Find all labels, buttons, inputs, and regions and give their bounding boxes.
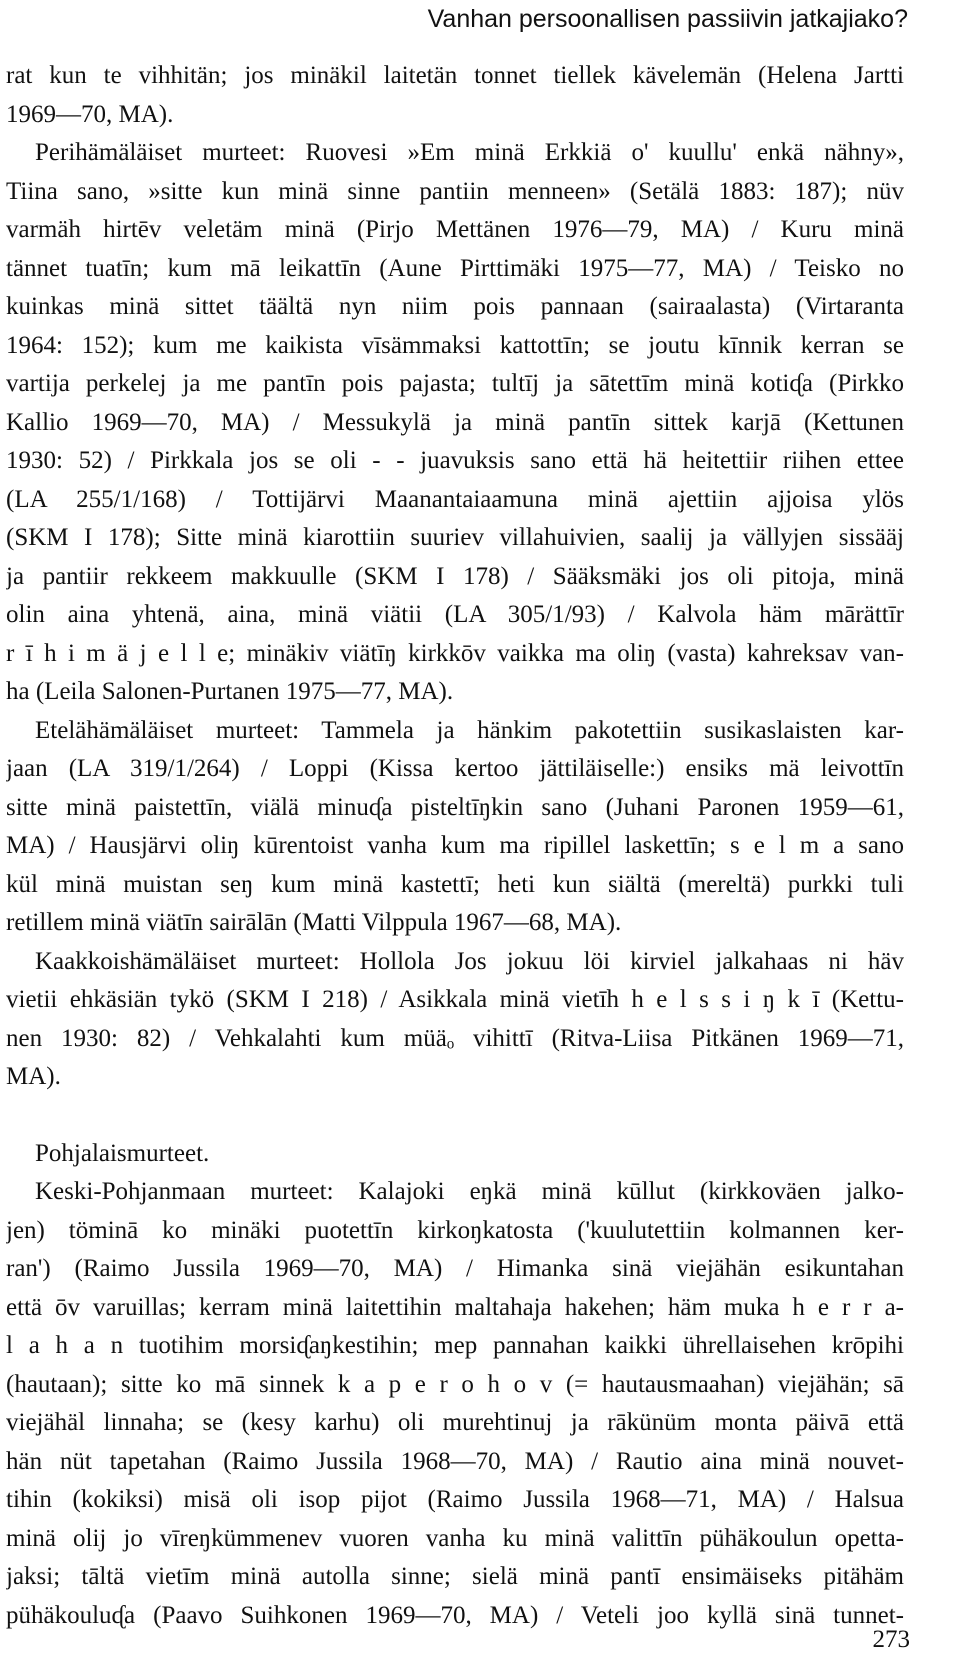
text-line: tihin (kokiksi) misä oli isop pijot (Raimo Jussila 1968—71, MA) / Halsua — [6, 1486, 904, 1513]
body-text — [6, 57, 904, 1635]
text-line: Tiina sano, »sitte kun minä sinne pantiin menneen» (Setälä 1883: 187); nüv — [6, 177, 904, 205]
text-line: jaksi; tāltä vietīm minä autolla sinne; sielä minä pantī ensimäiseks pitähäm — [6, 1563, 904, 1590]
text-line: sitte minä paistettīn, viälä minuᶑa pisteltīŋkin sano (Juhani Paronen 1959—61, — [6, 793, 904, 821]
text-line: Pohjalaismurteet. — [35, 1139, 210, 1167]
text-line: pühäkouluᶑa (Paavo Suihkonen 1969—70, MA) / Veteli joo kyllä sinä tunnet- — [6, 1601, 904, 1629]
text-line: 1969—70, MA). — [6, 100, 174, 128]
text-line: että ōv varuillas; kerram minä laitettihin maltahaja hakehen; häm muka h e r r a- — [6, 1293, 904, 1321]
text-line: MA) / Hausjärvi oliŋ kūrentoist vanha kum ma ripillel laskettīn; s e l m a sano — [6, 832, 904, 859]
text-line: Perihämäläiset murteet: Ruovesi »Em minä Erkkiä o' kuullu' enkä nähny», — [35, 139, 904, 166]
text-line: tännet tuatīn; kum mā leikattīn (Aune Pirttimäki 1975—77, MA) / Teisko no — [6, 254, 904, 282]
running-head: Vanhan persoonallisen passiivin jatkajiako? — [427, 5, 908, 33]
text-line: vietii ehkäsiän tykö (SKM I 218) / Asikkala minä vietīh h e l s s i ŋ k ī (Kettu- — [6, 986, 904, 1013]
text-line: Keski-Pohjanmaan murteet: Kalajoki eŋkä minä kūllut (kirkkoväen jalko- — [35, 1178, 904, 1205]
text-line: (SKM I 178); Sitte minä kiarottiin suuriev villahuivien, saalij ja vällyjen sissääj — [6, 524, 904, 551]
text-line: jaan (LA 319/1/264) / Loppi (Kissa kertoo jättiläiselle:) ensiks mä leivottīn — [6, 755, 904, 782]
text-line: ran') (Raimo Jussila 1969—70, MA) / Himanka sinä viejähän esikuntahan — [6, 1255, 904, 1282]
text-line: hän nüt tapetahan (Raimo Jussila 1968—70, MA) / Rautio aina minä nouvet- — [6, 1447, 904, 1475]
text-line: vartija perkelej ja me pantīn pois pajasta; tultīj ja sātettīm minä kotiᶑa (Pirkko — [6, 370, 904, 397]
text-line: (LA 255/1/168) / Tottijärvi Maanantaiaamuna minä ajettiin ajjoisa ylös — [6, 485, 904, 513]
text-line: rat kun te vihhitän; jos minäkil laitetän tonnet tiellek kävelemän (Helena Jartti — [6, 62, 904, 89]
text-line: retillem minä viätīn sairālān (Matti Vilppula 1967—68, MA). — [6, 909, 622, 936]
text-line: (hautaan); sitte ko mā sinnek k a p e r o h o v (= hautausmaahan) viejähän; sā — [6, 1370, 904, 1398]
text-line: Kallio 1969—70, MA) / Messukylä ja minä pantīn sittek karjā (Kettunen — [6, 408, 904, 436]
text-line: minä olij jo vīreŋkümmenev vuoren vanha ku minä valittīn pühäkoulun opetta- — [6, 1524, 904, 1552]
text-line: l a h a n tuotihim morsiᶑaŋkestihin; mep pannahan kaikki ührellaisehen krōpihi — [6, 1332, 904, 1359]
text-line: ja pantiir rekkeem makkuulle (SKM I 178) / Sääksmäki jos oli pitoja, minä — [6, 562, 904, 590]
text-line: kuinkas minä sittet täältä nyn niim pois pannaan (sairaalasta) (Virtaranta — [6, 293, 904, 320]
text-line: Kaakkoishämäläiset murteet: Hollola Jos jokuu löi kirviel jalkahaas ni häv — [35, 947, 904, 975]
text-line: olin aina yhtenä, aina, minä viätii (LA 305/1/93) / Kalvola häm mārättīr — [6, 601, 904, 628]
text-line: kül minä muistan seŋ kum minä kastettī; heti kun siältä (mereltä) purkki tuli — [6, 870, 904, 898]
text-line: jen) töminā ko minäki puotettīn kirkoŋkatosta ('kuulutettiin kolmannen ker- — [6, 1216, 904, 1244]
page-number: 273 — [872, 1626, 910, 1653]
text-line: nen 1930: 82) / Vehkalahti kum müäₒ vihittī (Ritva-Liisa Pitkänen 1969—71, — [6, 1024, 904, 1052]
text-line: ha (Leila Salonen-Purtanen 1975—77, MA). — [6, 678, 454, 705]
text-line: MA). — [6, 1063, 61, 1090]
text-line: viejähäl linnaha; se (kesy karhu) oli murehtinuj ja rākünüm monta päivā että — [6, 1409, 904, 1436]
text-line: 1964: 152); kum me kaikista vīsämmaksi kattottīn; se joutu kīnnik kerran se — [6, 331, 904, 359]
text-line: 1930: 52) / Pirkkala jos se oli - - juavuksis sano että hä heitettiir riihen ettee — [6, 447, 904, 474]
text-line: varmäh hirtēv veletäm minä (Pirjo Mettänen 1976—79, MA) / Kuru minä — [6, 216, 904, 243]
text-line: r ī h i m ä j e l l e; minäkiv viätīŋ kirkkōv vaikka ma oliŋ (vasta) kahreksav van- — [6, 639, 904, 667]
text-line: Etelähämäläiset murteet: Tammela ja hänkim pakotettiin susikaslaisten kar- — [35, 716, 904, 744]
